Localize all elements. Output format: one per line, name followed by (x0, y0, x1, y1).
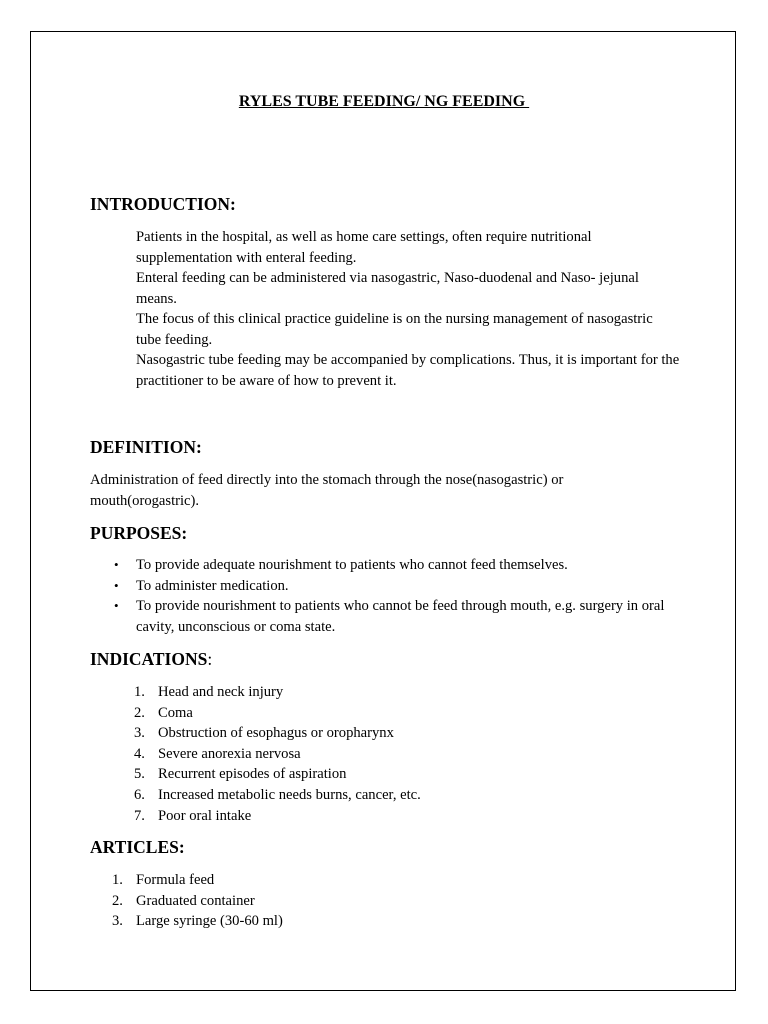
list-item (112, 870, 283, 891)
list-item (134, 785, 421, 806)
list-item-text: Recurrent episodes of aspiration (158, 766, 347, 783)
indications-heading (90, 649, 212, 670)
list-number: 3. (134, 725, 145, 742)
bullet-icon: • (114, 557, 119, 572)
list-number: 3. (112, 913, 123, 930)
introduction-heading: INTRODUCTION: (90, 194, 236, 214)
articles-heading: ARTICLES: (90, 837, 185, 857)
introduction-paragraph: Enteral feeding can be administered via nasogastric, Naso-duodenal and Naso- jejunal means. (136, 270, 639, 307)
indications-heading-text: INDICATIONS (90, 649, 208, 669)
list-item-text: Large syringe (30-60 ml) (136, 913, 283, 930)
purposes-list (114, 555, 676, 637)
list-item (112, 891, 283, 912)
list-item-text: Poor oral intake (158, 807, 252, 824)
introduction-paragraph: Patients in the hospital, as well as home care settings, often require nutritional supplementation with enteral feeding. (136, 229, 592, 266)
indications-list (134, 682, 421, 826)
list-item (114, 555, 676, 576)
list-item-text: Coma (158, 704, 193, 721)
list-number: 1. (134, 684, 145, 700)
indications-heading-colon: : (207, 649, 213, 669)
list-number: 4. (134, 745, 145, 762)
list-item (134, 744, 421, 765)
list-number: 6. (134, 786, 145, 803)
list-number: 1. (112, 872, 123, 888)
list-item-text: Obstruction of esophagus or oropharynx (158, 725, 394, 742)
list-item (114, 596, 676, 637)
list-item (134, 723, 421, 744)
introduction-paragraph: The focus of this clinical practice guideline is on the nursing management of nasogastric tube feeding. (136, 311, 653, 348)
document-title: RYLES TUBE FEEDING/ NG FEEDING (238, 93, 530, 110)
list-item (134, 806, 421, 827)
purposes-heading: PURPOSES: (90, 523, 188, 543)
list-item-text: To provide nourishment to patients who cannot be feed through mouth, e.g. surgery in oral cavity, unconscious or coma state. (136, 598, 665, 635)
list-number: 2. (134, 704, 145, 721)
definition-text: Administration of feed directly into the stomach through the nose(nasogastric) or mouth(orogastric). (90, 472, 564, 509)
list-item-text: Head and neck injury (158, 684, 284, 700)
list-item-text: Formula feed (136, 872, 215, 888)
list-item-text: Graduated container (136, 892, 255, 909)
articles-list (112, 870, 283, 932)
list-item (112, 911, 283, 932)
list-item-text: Severe anorexia nervosa (158, 745, 301, 762)
definition-heading: DEFINITION: (90, 437, 202, 457)
list-item (134, 703, 421, 724)
introduction-paragraph: Nasogastric tube feeding may be accompanied by complications. Thus, it is important for the practitioner to be aware of how to prevent it. (136, 352, 680, 389)
introduction-body (136, 227, 681, 391)
bullet-icon: • (114, 577, 119, 593)
bullet-icon: • (114, 598, 119, 614)
list-item (134, 682, 421, 703)
list-item-text: Increased metabolic needs burns, cancer, etc. (158, 786, 421, 803)
list-number: 2. (112, 892, 123, 909)
list-item-text: To provide adequate nourishment to patients who cannot feed themselves. (136, 557, 568, 573)
list-item (114, 576, 676, 597)
list-item-text: To administer medication. (136, 577, 289, 594)
list-number: 5. (134, 766, 145, 783)
list-number: 7. (134, 807, 145, 824)
list-item (134, 764, 421, 785)
